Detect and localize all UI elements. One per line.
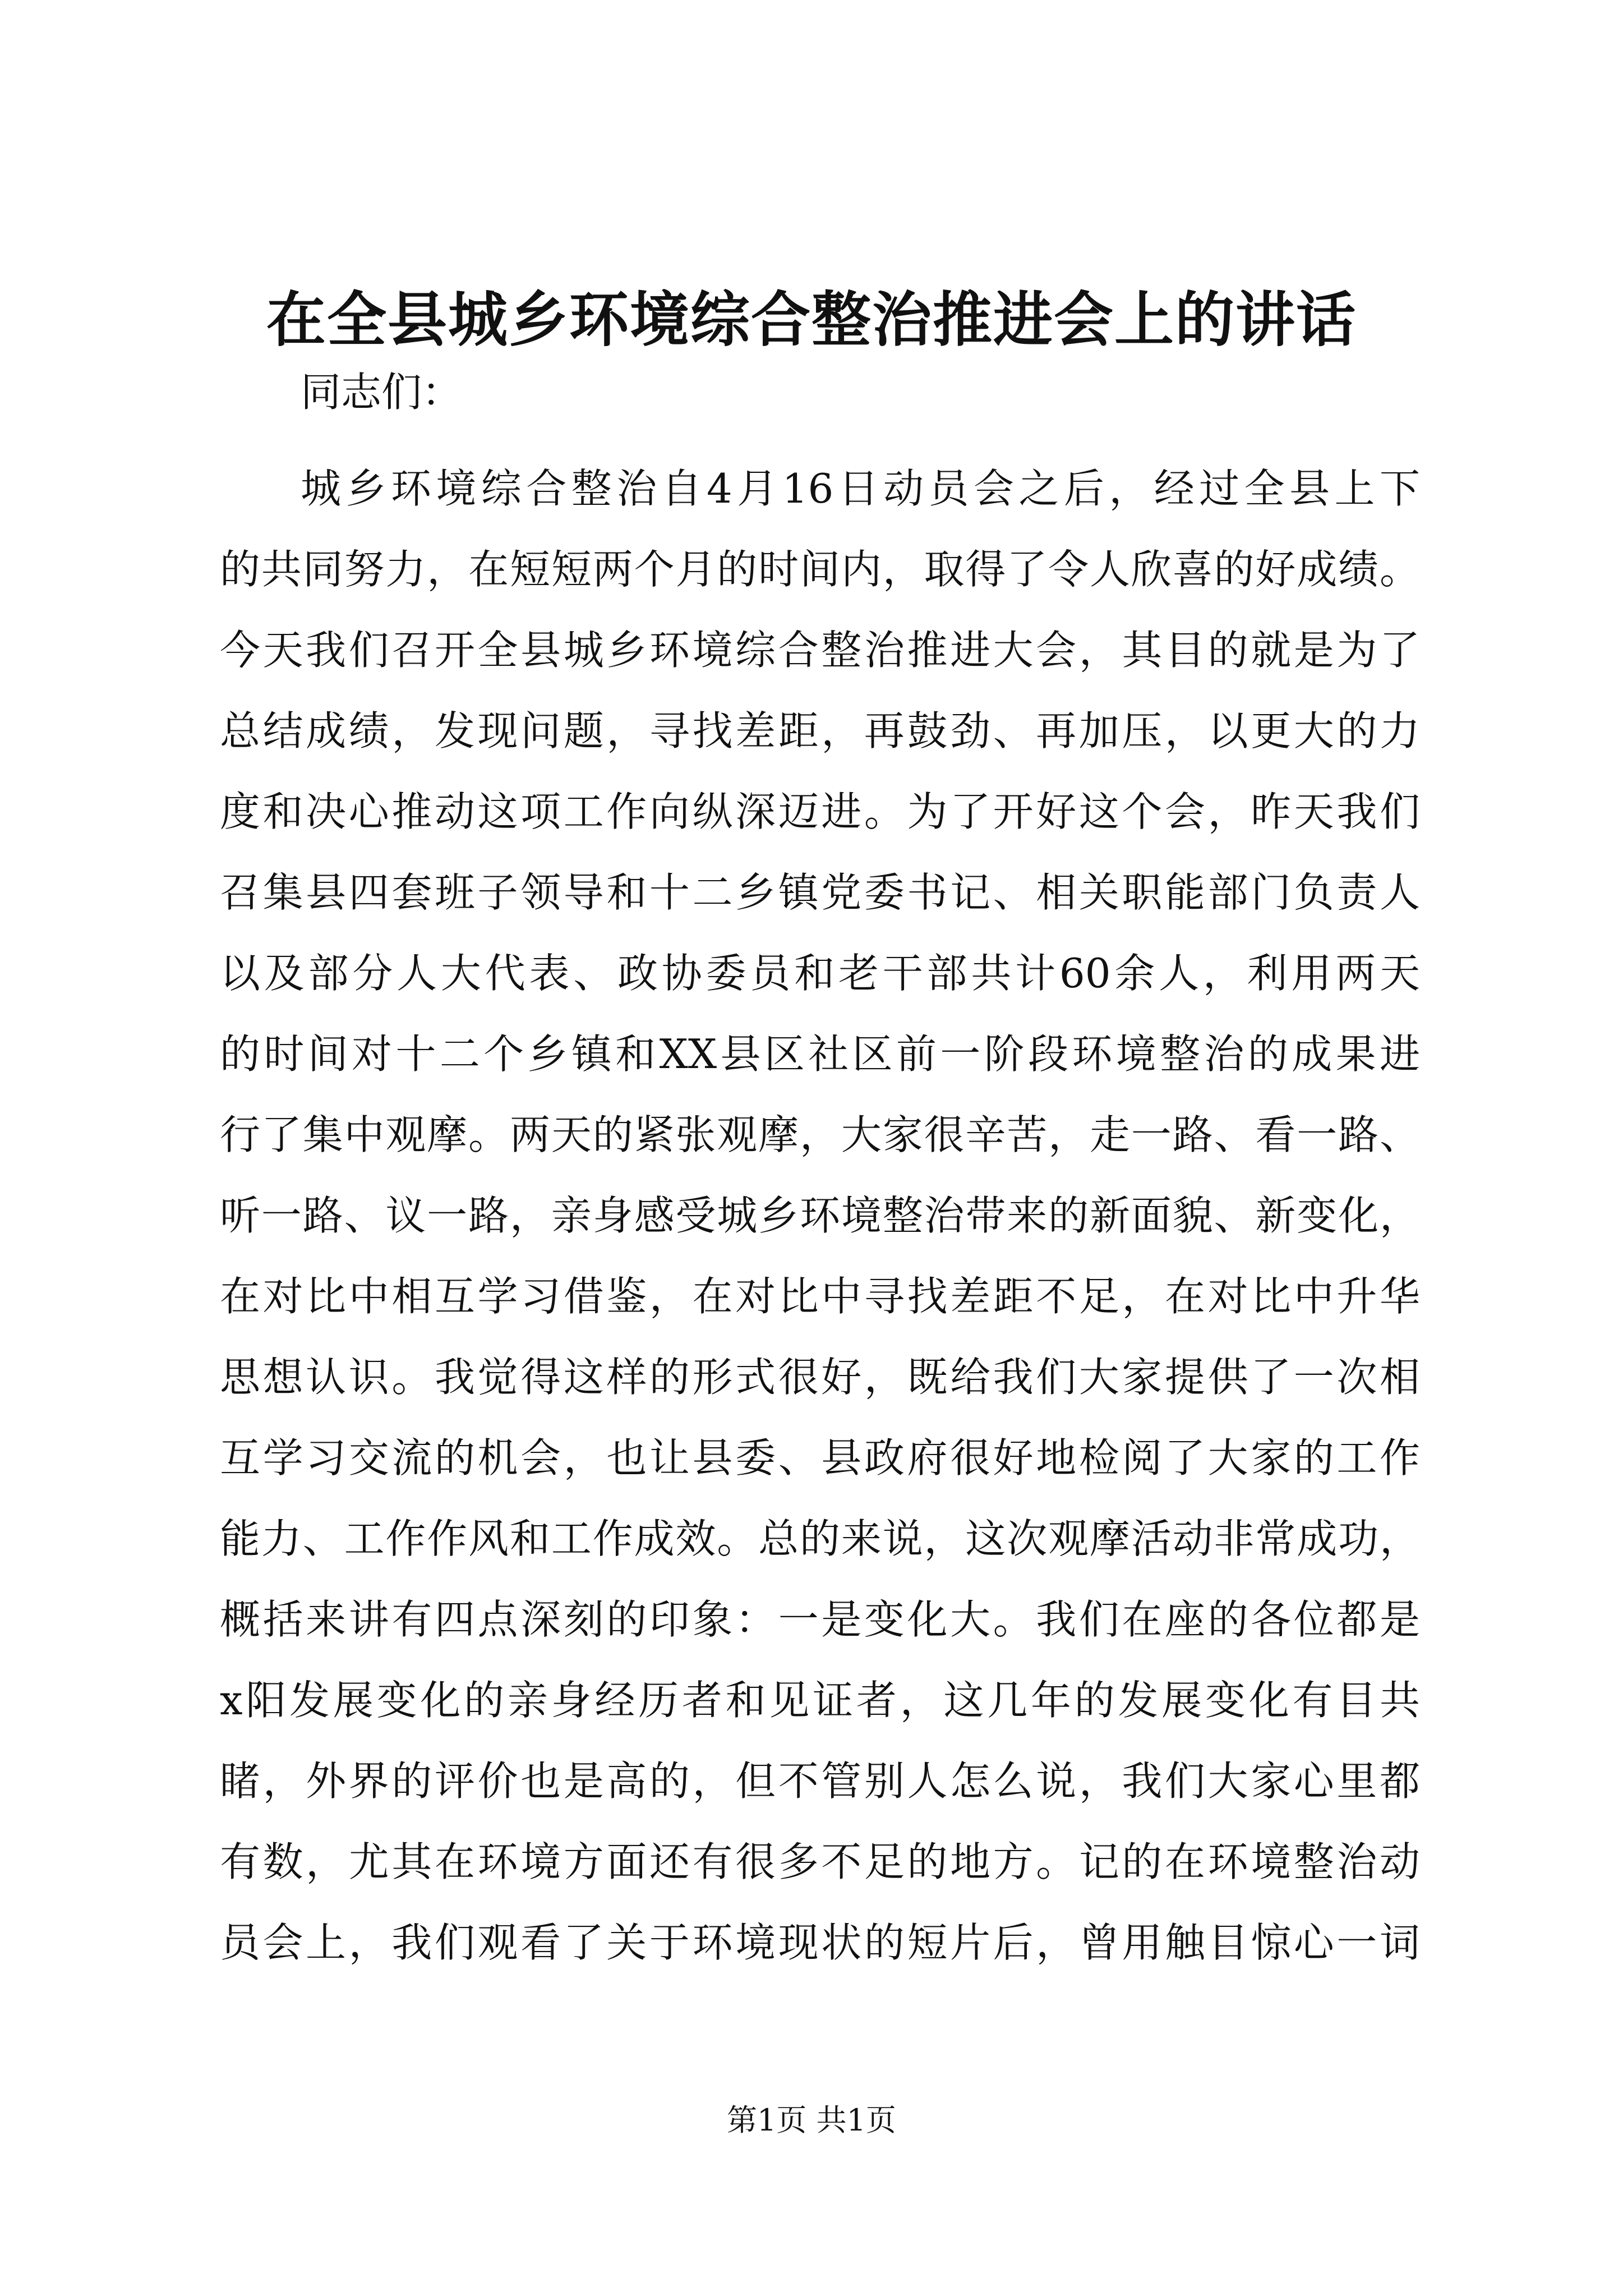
document-title: 在全县城乡环境综合整治推进会上的讲话 <box>266 284 1357 355</box>
body-line: 睹，外界的评价也是高的，但不管别人怎么说，我们大家心里都 <box>220 1757 1420 1805</box>
body-line: 今天我们召开全县城乡环境综合整治推进大会，其目的就是为了 <box>220 627 1420 674</box>
body-line: 听一路、议一路，亲身感受城乡环境整治带来的新面貌、新变化， <box>220 1192 1420 1239</box>
body-line: 召集县四套班子领导和十二乡镇党委书记、相关职能部门负责人 <box>220 869 1420 916</box>
salutation-line: 同志们： <box>301 369 463 416</box>
body-line: 总结成绩，发现问题，寻找差距，再鼓劲、再加压，以更大的力 <box>220 707 1420 754</box>
body-line: 在对比中相互学习借鉴，在对比中寻找差距不足，在对比中升华 <box>220 1273 1420 1320</box>
body-line: 思想认识。我觉得这样的形式很好，既给我们大家提供了一次相 <box>220 1354 1420 1401</box>
body-line: 有数，尤其在环境方面还有很多不足的地方。记的在环境整治动 <box>220 1838 1420 1885</box>
body-line: 员会上，我们观看了关于环境现状的短片后，曾用触目惊心一词 <box>220 1919 1420 1966</box>
body-line: 行了集中观摩。两天的紧张观摩，大家很辛苦，走一路、看一路、 <box>220 1111 1420 1158</box>
body-line: 互学习交流的机会，也让县委、县政府很好地检阅了大家的工作 <box>220 1434 1420 1481</box>
body-line: 的共同努力，在短短两个月的时间内，取得了令人欣喜的好成绩。 <box>220 546 1420 593</box>
page-footer: 第1页 共1页 <box>727 2102 896 2138</box>
document-body <box>220 352 1420 1983</box>
body-line: x阳发展变化的亲身经历者和见证者，这几年的发展变化有目共 <box>220 1677 1420 1724</box>
body-line: 以及部分人大代表、政协委员和老干部共计60余人，利用两天 <box>220 950 1420 997</box>
body-line: 概括来讲有四点深刻的印象：一是变化大。我们在座的各位都是 <box>220 1596 1420 1643</box>
body-line: 能力、工作作风和工作成效。总的来说，这次观摩活动非常成功， <box>220 1515 1420 1562</box>
body-line: 度和决心推动这项工作向纵深迈进。为了开好这个会，昨天我们 <box>220 788 1420 835</box>
body-line: 城乡环境综合整治自4月16日动员会之后，经过全县上下 <box>301 465 1420 512</box>
body-line: 的时间对十二个乡镇和XX县区社区前一阶段环境整治的成果进 <box>220 1030 1420 1078</box>
